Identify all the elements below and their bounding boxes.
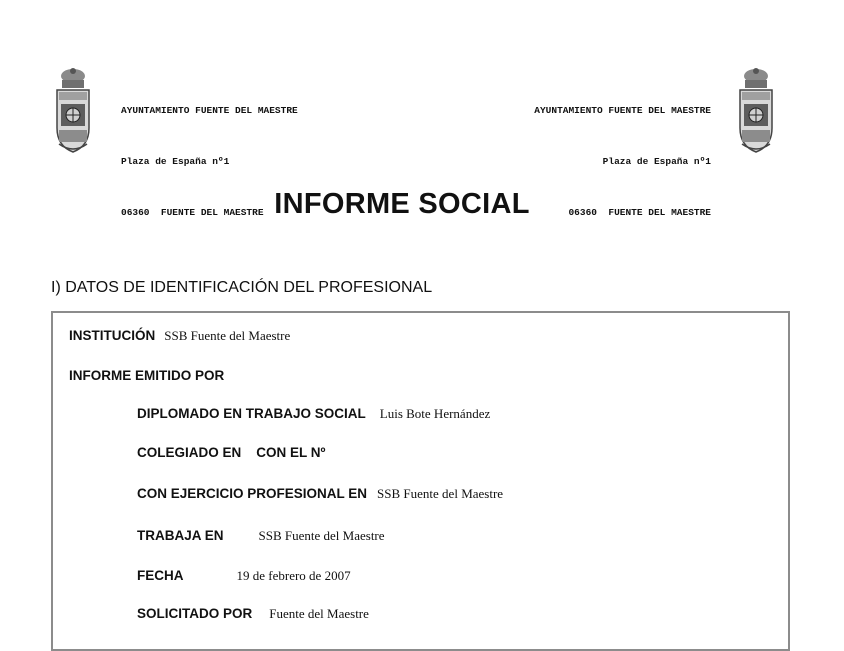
institucion-value: SSB Fuente del Maestre: [164, 328, 291, 343]
numero-label: CON EL Nº: [256, 445, 326, 460]
fecha-value: 19 de febrero de 2007: [236, 568, 351, 583]
trabaja-label: TRABAJA EN: [137, 528, 224, 543]
letterhead-left: [121, 68, 298, 255]
letterhead-right-line: AYUNTAMIENTO FUENTE DEL MAESTRE: [534, 105, 711, 116]
solicitado-row: [137, 606, 369, 622]
trabaja-value: SSB Fuente del Maestre: [258, 528, 385, 543]
institucion-label: INSTITUCIÓN: [69, 328, 156, 343]
letterhead-left-line: Plaza de España nº1: [121, 156, 230, 167]
letterhead-left-line: AYUNTAMIENTO FUENTE DEL MAESTRE: [121, 105, 298, 116]
fecha-row: [137, 568, 351, 584]
section-heading: I) DATOS DE IDENTIFICACIÓN DEL PROFESIONAL: [51, 279, 433, 296]
diplomado-row: [137, 406, 490, 422]
colegiado-row: [137, 445, 325, 460]
document-title: INFORME SOCIAL: [274, 188, 530, 220]
letterhead-right-line: 06360 FUENTE DEL MAESTRE: [568, 207, 711, 218]
letterhead-right: [534, 68, 711, 255]
coat-of-arms-left-icon: [53, 66, 93, 156]
fecha-label: FECHA: [137, 568, 184, 583]
coat-of-arms-right-icon: [736, 66, 776, 156]
identification-box: [51, 311, 790, 651]
letterhead-right-line: Plaza de España nº1: [602, 156, 711, 167]
emitido-row: [69, 368, 224, 383]
emitido-label: INFORME EMITIDO POR: [69, 368, 225, 383]
trabaja-row: [137, 528, 385, 544]
ejercicio-value: SSB Fuente del Maestre: [377, 486, 504, 501]
diplomado-value: Luis Bote Hernández: [379, 406, 491, 421]
letterhead-left-line: 06360 FUENTE DEL MAESTRE: [121, 207, 264, 218]
solicitado-value: Fuente del Maestre: [269, 606, 369, 621]
diplomado-label: DIPLOMADO EN TRABAJO SOCIAL: [137, 406, 366, 421]
ejercicio-row: [137, 486, 503, 502]
ejercicio-label: CON EJERCICIO PROFESIONAL EN: [137, 486, 368, 501]
colegiado-label: COLEGIADO EN: [137, 445, 242, 460]
solicitado-label: SOLICITADO POR: [137, 606, 253, 621]
institucion-row: [69, 328, 290, 344]
